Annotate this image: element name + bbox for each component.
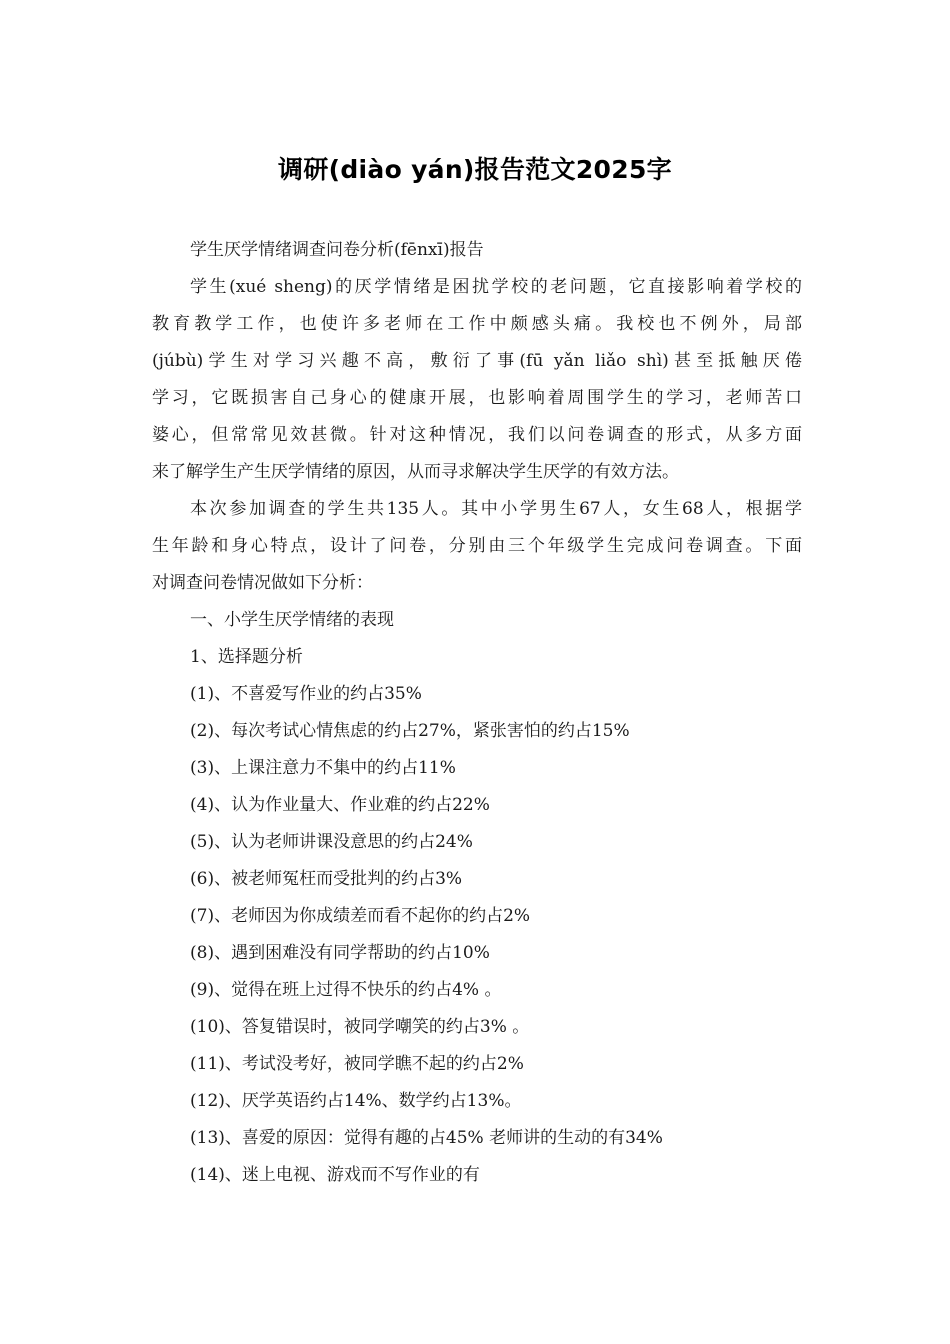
section-heading: 一、小学生厌学情绪的表现 <box>190 610 394 630</box>
list-item: (14)、迷上电视、游戏而不写作业的有 <box>190 1165 480 1185</box>
list-item: (9)、觉得在班上过得不快乐的约占4% 。 <box>190 980 502 1000</box>
survey-line-2: 生年龄和身心特点，设计了问卷，分别由三个年级学生完成问卷调查。下面 <box>152 536 802 556</box>
intro-line-6: 来了解学生产生厌学情绪的原因，从而寻求解决学生厌学的有效方法。 <box>152 462 679 482</box>
list-item: (5)、认为老师讲课没意思的约占24% <box>190 832 473 852</box>
intro-line-2: 教育教学工作，也使许多老师在工作中颇感头痛。我校也不例外，局部 <box>152 314 802 334</box>
intro-line-5: 婆心，但常常见效甚微。针对这种情况，我们以问卷调查的形式，从多方面 <box>152 425 802 445</box>
intro-line-1: 学生(xué sheng)的厌学情绪是困扰学校的老问题，它直接影响着学校的 <box>190 277 802 297</box>
list-item: (8)、遇到困难没有同学帮助的约占10% <box>190 943 490 963</box>
intro-line-4: 学习，它既损害自己身心的健康开展，也影响着周围学生的学习，老师苦口 <box>152 388 802 408</box>
list-item: (4)、认为作业量大、作业难的约占22% <box>190 795 490 815</box>
list-item: (13)、喜爱的原因：觉得有趣的占45% 老师讲的生动的有34% <box>190 1128 663 1148</box>
list-item: (10)、答复错误时，被同学嘲笑的约占3% 。 <box>190 1017 530 1037</box>
list-item: (2)、每次考试心情焦虑的约占27%，紧张害怕的约占15% <box>190 721 630 741</box>
survey-line-1: 本次参加调查的学生共135人。其中小学男生67人，女生68人，根据学 <box>190 499 802 519</box>
list-item: (12)、厌学英语约占14%、数学约占13%。 <box>190 1091 522 1111</box>
document-title: 调研(diào yán)报告范文2025字 <box>278 155 672 184</box>
intro-line-3: (júbù)学生对学习兴趣不高，敷衍了事(fū yǎn liǎo shì)甚至抵触厌倦 <box>152 351 802 371</box>
list-item: (7)、老师因为你成绩差而看不起你的约占2% <box>190 906 531 926</box>
survey-line-3: 对调查问卷情况做如下分析： <box>152 573 373 593</box>
list-item: (1)、不喜爱写作业的约占35% <box>190 684 422 704</box>
subsection-heading: 1、选择题分析 <box>190 647 303 667</box>
document-body <box>152 232 802 1194</box>
list-item: (3)、上课注意力不集中的约占11% <box>190 758 456 778</box>
list-item: (11)、考试没考好，被同学瞧不起的约占2% <box>190 1054 524 1074</box>
report-subtitle: 学生厌学情绪调查问卷分析(fēnxī)报告 <box>190 240 484 260</box>
list-item: (6)、被老师冤枉而受批判的约占3% <box>190 869 463 889</box>
